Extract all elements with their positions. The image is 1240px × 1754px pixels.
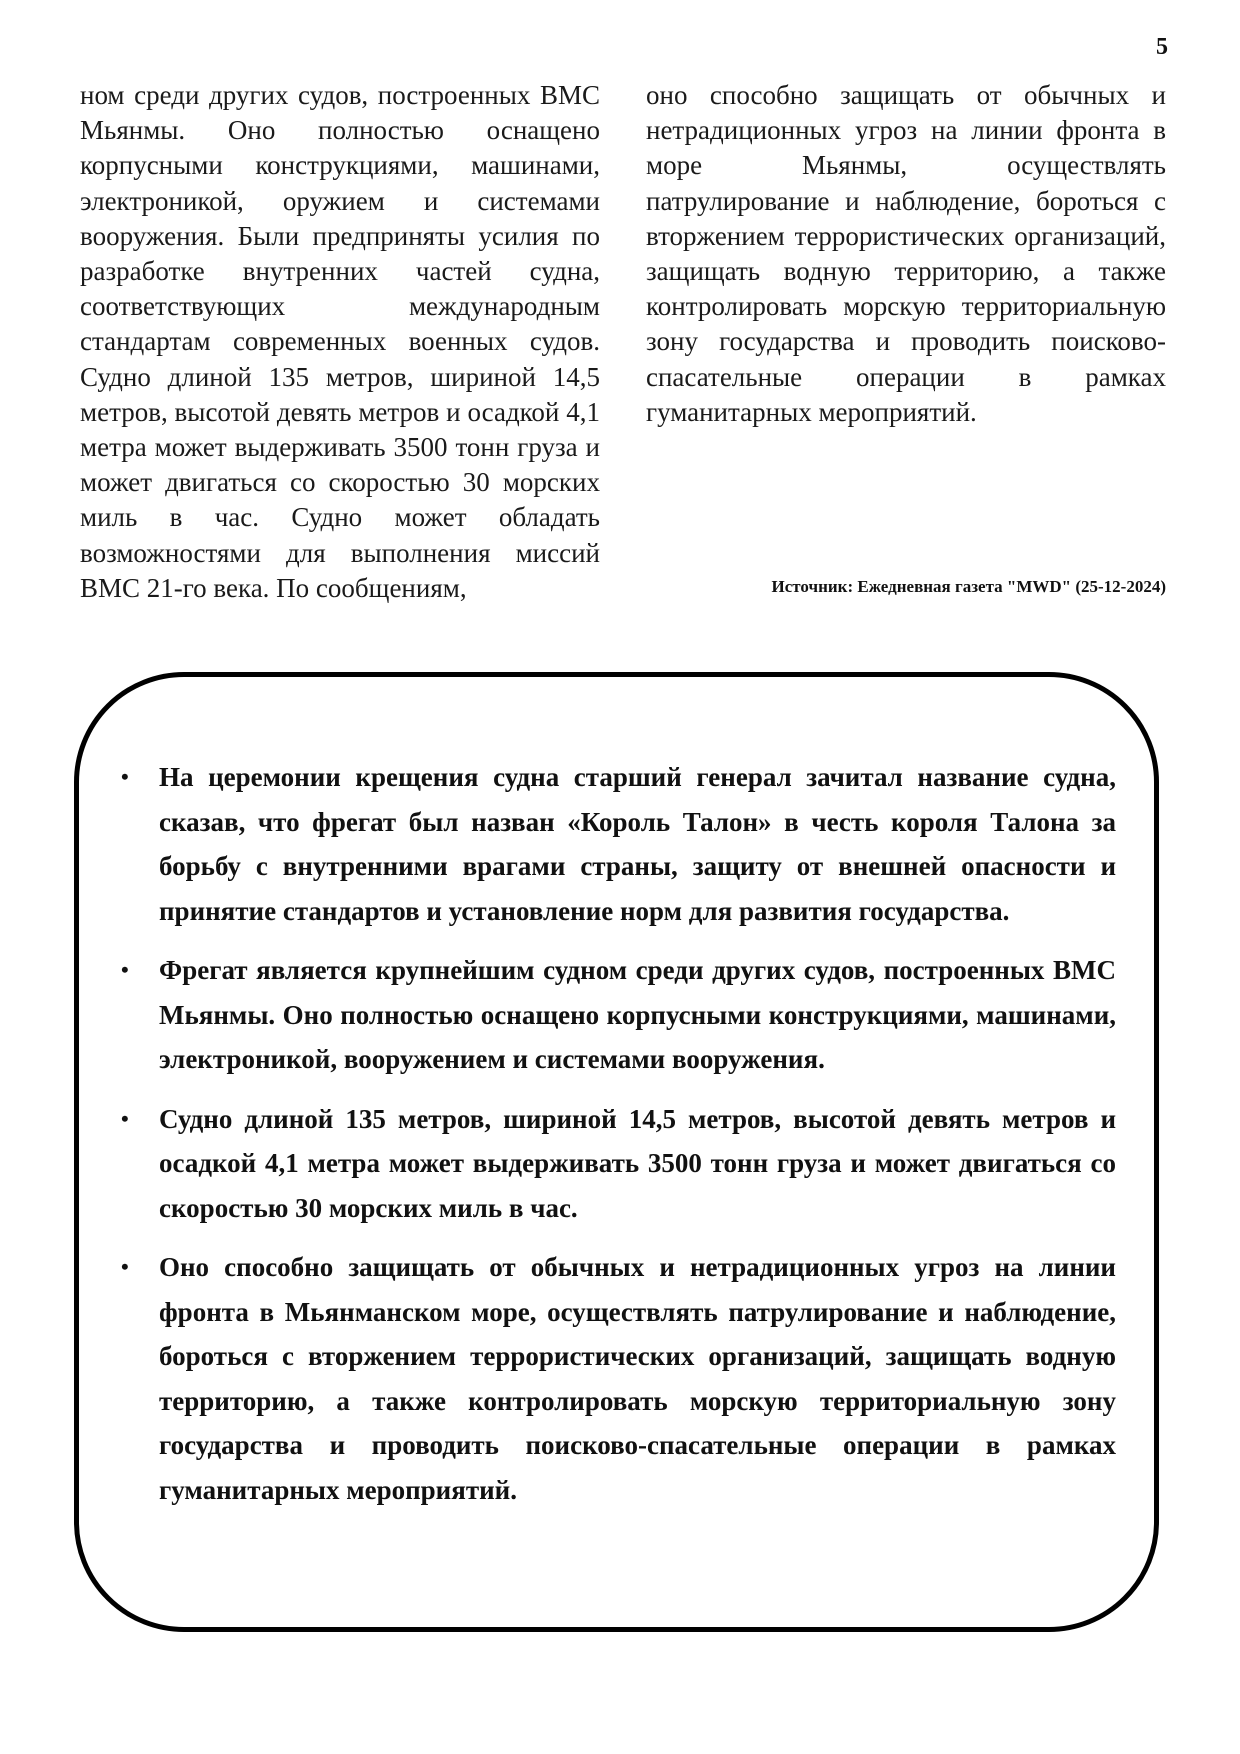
summary-list bbox=[119, 755, 1116, 1527]
right-column-text: оно способно защищать от обычных и нетрадиционных угроз на линии фронта в море Мьянмы, осуществлять патрулирование и наблюдение, бороться с вторжением террористических организаций, защищать водную территорию, а также контролировать морскую территориальную зону государства и проводить поисково-спасательные операции в рамках гуманитарных мероприятий. bbox=[646, 80, 1166, 427]
summary-item bbox=[119, 755, 1116, 933]
bullet-icon: • bbox=[121, 1105, 129, 1131]
summary-item bbox=[119, 1097, 1116, 1231]
summary-item bbox=[119, 1245, 1116, 1512]
left-column-text: ном среди других судов, построенных ВМС Мьянмы. Оно полностью оснащено корпусными конструкциями, машинами, электроникой, оружием и системами вооружения. Были предприняты усилия по разработке внутренних частей судна, соответствующих международным стандартам современных военных судов. Судно длиной 135 метров, шириной 14,5 метров, высотой девять метров и осадкой 4,1 метра может выдерживать 3500 тонн груза и может двигаться со скоростью 30 морских миль в час. Судно может обладать возможностями для выполнения миссий ВМС 21-го века. По сообщениям, bbox=[80, 80, 600, 603]
right-column bbox=[646, 78, 1166, 606]
left-column bbox=[80, 78, 600, 606]
bullet-icon: • bbox=[121, 1254, 129, 1279]
summary-box bbox=[74, 672, 1159, 1632]
summary-item-text: На церемонии крещения судна старший генерал зачитал название судна, сказав, что фрегат был назван «Король Талон» в честь короля Талона за борьбу с внутренними врагами страны, защиту от внешней опасности и принятие стандартов и установление норм для развития государства. bbox=[159, 762, 1116, 926]
bullet-icon: • bbox=[121, 957, 129, 982]
source-citation: Источник: Ежедневная газета "MWD" (25-12-2024) bbox=[771, 577, 1166, 596]
summary-item bbox=[119, 948, 1116, 1082]
bullet-icon: • bbox=[121, 764, 129, 789]
article-columns bbox=[80, 78, 1166, 606]
summary-item-text: Судно длиной 135 метров, шириной 14,5 метров, высотой девять метров и осадкой 4,1 метра может выдерживать 3500 тонн груза и может двигаться со скоростью 30 морских миль в час. bbox=[159, 1103, 1116, 1223]
summary-item-text: Фрегат является крупнейшим судном среди других судов, построенных ВМС Мьянмы. Оно полностью оснащено корпусными конструкциями, машинами, электроникой, вооружением и системами вооружения. bbox=[159, 955, 1116, 1074]
page-number: 5 bbox=[1156, 34, 1168, 60]
summary-item-text: Оно способно защищать от обычных и нетрадиционных угроз на линии фронта в Мьянманском море, осуществлять патрулирование и наблюдение, бороться с вторжением террористических организаций, защищать водную территорию, а также контролировать морскую территориальную зону государства и проводить поисково-спасательные операции в рамках гуманитарных мероприятий. bbox=[159, 1252, 1116, 1505]
